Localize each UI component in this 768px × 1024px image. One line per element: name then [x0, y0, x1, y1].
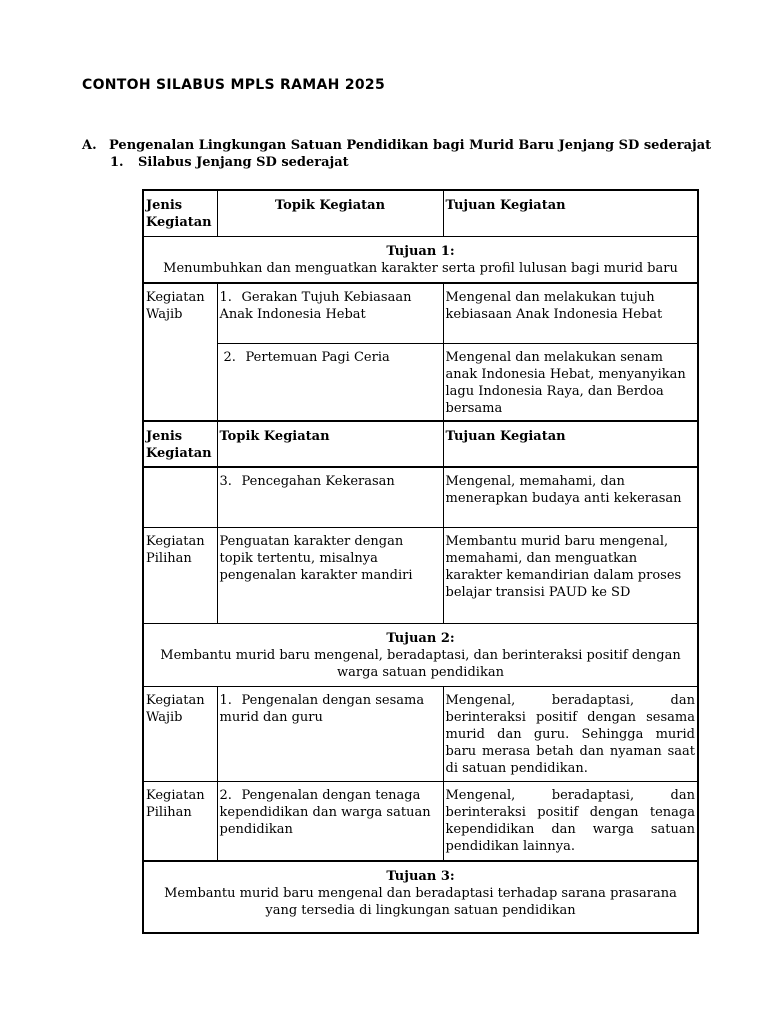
- row-5-jenis: Kegiatan Wajib: [143, 686, 217, 781]
- row-4-tujuan: Membantu murid baru mengenal, memahami, dan menguatkan karakter kemandirian dalam proses belajar transisi PAUD ke SD: [443, 527, 698, 623]
- row-5-topik: [217, 686, 443, 781]
- table-row: [143, 283, 698, 343]
- row-6-num: 2.: [219, 787, 232, 803]
- row-6-topik: [217, 781, 443, 861]
- table-row: [143, 343, 698, 421]
- goal-3: [143, 861, 698, 933]
- document-title: CONTOH SILABUS MPLS RAMAH 2025: [82, 77, 385, 93]
- goal-2: [143, 623, 698, 686]
- goal-3-text: Membantu murid baru mengenal dan beradaptasi terhadap sarana prasarana yang tersedia di lingkungan satuan pendidikan: [164, 886, 677, 918]
- row-3-tujuan: Mengenal, memahami, dan menerapkan budaya anti kekerasan: [443, 467, 698, 527]
- header-tujuan: Tujuan Kegiatan: [443, 190, 698, 236]
- table-row: [143, 686, 698, 781]
- row-4-topik: Penguatan karakter dengan topik tertentu, misalnya pengenalan karakter mandiri: [217, 527, 443, 623]
- row-3-num: 3.: [219, 474, 232, 489]
- goal-row: [143, 623, 698, 686]
- section-a-text: Pengenalan Lingkungan Satuan Pendidikan bagi Murid Baru Jenjang SD sederajat: [109, 138, 712, 153]
- row-2-tujuan: Mengenal dan melakukan senam anak Indonesia Hebat, menyanyikan lagu Indonesia Raya, dan Berdoa bersama: [443, 343, 698, 421]
- row-6-topik-text: Pengenalan dengan tenaga kependidikan dan warga satuan pendidikan: [219, 787, 431, 837]
- row-1-tujuan: Mengenal dan melakukan tujuh kebiasaan Anak Indonesia Hebat: [443, 283, 698, 343]
- goal-1: [143, 236, 698, 283]
- goal-1-text: Menumbuhkan dan menguatkan karakter serta profil lulusan bagi murid baru: [163, 260, 678, 276]
- row-4-jenis: Kegiatan Pilihan: [143, 527, 217, 623]
- row-1-num: 1.: [219, 290, 232, 305]
- header-topik-2: Topik Kegiatan: [217, 421, 443, 467]
- row-2-num: 2.: [223, 349, 236, 365]
- goal-2-title: Tujuan 2:: [386, 630, 455, 646]
- goal-row: [143, 861, 698, 933]
- header-jenis-2: Jenis Kegiatan: [143, 421, 217, 467]
- row-2-topik: [217, 343, 443, 421]
- table-header-row: [143, 421, 698, 467]
- goal-2-text: Membantu murid baru mengenal, beradaptasi, dan berinteraksi positif dengan warga satuan pendidikan: [160, 647, 681, 680]
- goal-1-title: Tujuan 1:: [386, 243, 455, 259]
- subsection-1-marker: 1.: [110, 155, 124, 170]
- table-row: [143, 527, 698, 623]
- section-a-marker: A.: [82, 138, 97, 153]
- row-3-topik-text: Pencegahan Kekerasan: [241, 474, 395, 489]
- row-2-topik-text: Pertemuan Pagi Ceria: [245, 349, 390, 365]
- row-5-topik-text: Pengenalan dengan sesama murid dan guru: [219, 692, 425, 725]
- subsection-1-heading: [110, 155, 349, 170]
- row-3-topik: [217, 467, 443, 527]
- row-6-tujuan: Mengenal, beradaptasi, dan berinteraksi positif dengan tenaga kependidikan dan warga satuan pendidikan lainnya.: [443, 781, 698, 861]
- subsection-1-text: Silabus Jenjang SD sederajat: [138, 155, 349, 170]
- row-1-topik: [217, 283, 443, 343]
- row-3-jenis: [143, 467, 217, 527]
- table-row: [143, 781, 698, 861]
- header-topik: Topik Kegiatan: [217, 190, 443, 236]
- header-jenis: Jenis Kegiatan: [143, 190, 217, 236]
- table-header-row: [143, 190, 698, 236]
- row-6-jenis: Kegiatan Pilihan: [143, 781, 217, 861]
- row-2-jenis: [143, 343, 217, 421]
- header-tujuan-2: Tujuan Kegiatan: [443, 421, 698, 467]
- goal-row: [143, 236, 698, 283]
- row-1-topik-text: Gerakan Tujuh Kebiasaan Anak Indonesia Hebat: [219, 290, 412, 322]
- section-a-heading: [82, 138, 711, 153]
- row-5-num: 1.: [219, 692, 232, 708]
- row-1-jenis: Kegiatan Wajib: [143, 283, 217, 343]
- syllabus-table: [142, 189, 699, 934]
- row-5-tujuan: Mengenal, beradaptasi, dan berinteraksi positif dengan sesama murid dan guru. Sehingga murid baru merasa betah dan nyaman saat di satuan pendidikan.: [443, 686, 698, 781]
- table-row: [143, 467, 698, 527]
- goal-3-title: Tujuan 3:: [386, 869, 455, 884]
